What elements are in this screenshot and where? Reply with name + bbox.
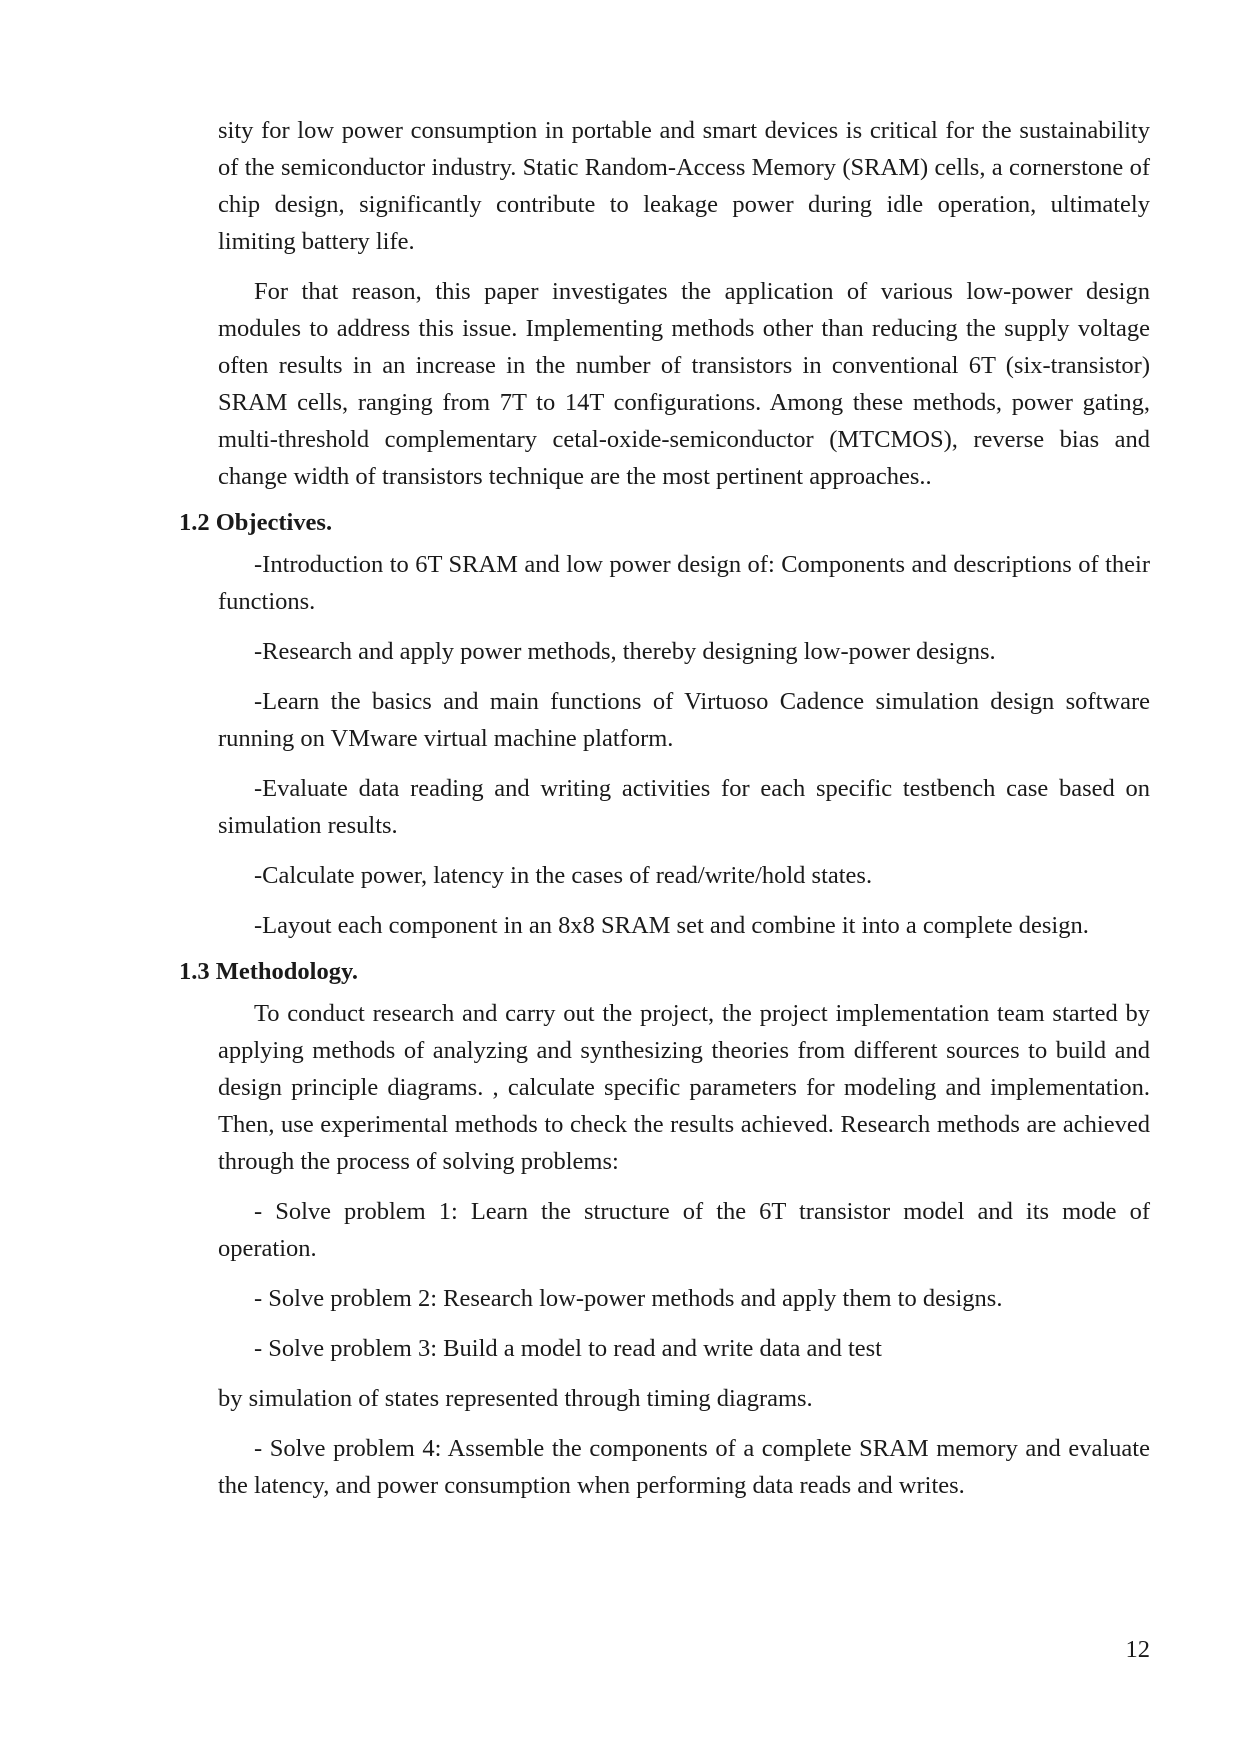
objective-item: -Layout each component in an 8x8 SRAM set and combine it into a complete design. [254, 912, 1089, 939]
page-number: 12 [1125, 1636, 1150, 1663]
methodology-intro: To conduct research and carry out the project, the project implementation team started by applying methods of analyzing and synthesizing theories from different sources to build and design principle diagrams. , calculate specific parameters for modeling and implementation. Then, use experimental methods to check the results achieved. Research methods are achieved through the process of solving problems: [218, 1000, 1150, 1175]
objective-item: -Calculate power, latency in the cases of read/write/hold states. [254, 862, 873, 889]
objectives-heading: 1.2 Objectives. [179, 509, 333, 536]
problem-item: - Solve problem 1: Learn the structure of the 6T transistor model and its mode of operation. [218, 1198, 1150, 1262]
problem-item: - Solve problem 4: Assemble the components of a complete SRAM memory and evaluate the latency, and power consumption when performing data reads and writes. [218, 1435, 1150, 1499]
problem-item: - Solve problem 3: Build a model to read and write data and test [254, 1335, 882, 1362]
problem-item-continued: by simulation of states represented through timing diagrams. [218, 1385, 813, 1412]
objective-item: -Evaluate data reading and writing activities for each specific testbench case based on simulation results. [218, 775, 1150, 839]
objective-item: -Research and apply power methods, thereby designing low-power designs. [254, 638, 996, 665]
methodology-heading: 1.3 Methodology. [179, 958, 358, 985]
objective-item: -Learn the basics and main functions of Virtuoso Cadence simulation design software running on VMware virtual machine platform. [218, 688, 1150, 752]
intro-paragraph-continued: sity for low power consumption in portable and smart devices is critical for the sustainability of the semiconductor industry. Static Random-Access Memory (SRAM) cells, a cornerstone of chip design, significantly contribute to leakage power during idle operation, ultimately limiting battery life. [218, 117, 1150, 255]
body-text [179, 112, 1150, 1504]
objective-item: -Introduction to 6T SRAM and low power design of: Components and descriptions of their functions. [218, 551, 1150, 615]
problem-item: - Solve problem 2: Research low-power methods and apply them to designs. [254, 1285, 1003, 1312]
intro-paragraph: For that reason, this paper investigates the application of various low-power design modules to address this issue. Implementing methods other than reducing the supply voltage often results in an increase in the number of transistors in conventional 6T (six-transistor) SRAM cells, ranging from 7T to 14T configurations. Among these methods, power gating, multi-threshold complementary cetal-oxide-semiconductor (MTCMOS), reverse bias and change width of transistors technique are the most pertinent approaches.. [218, 278, 1150, 490]
